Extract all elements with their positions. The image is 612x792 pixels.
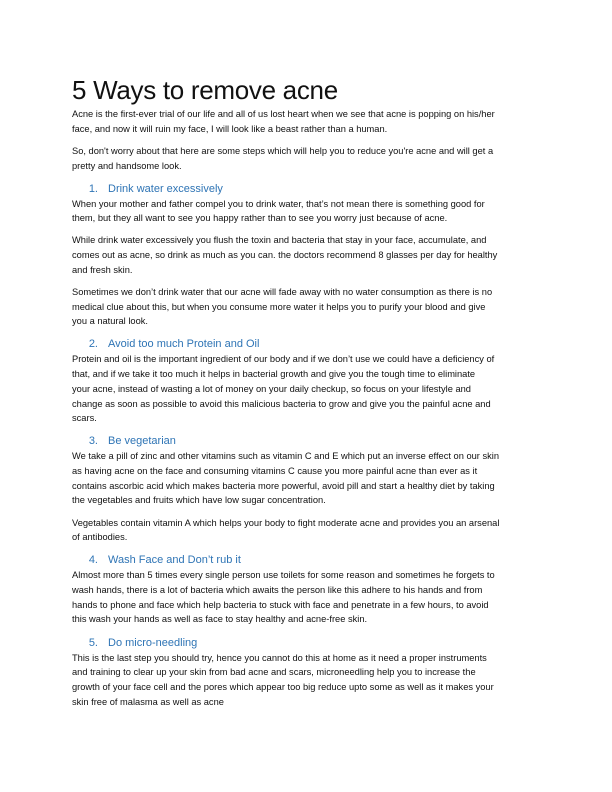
text-line: contains ascorbic acid which makes bacteria more powerful, avoid pill and start a healthy diet by taking (72, 480, 495, 491)
text-line: that, and if we take it too much it helps in bacterial growth and give you the tough time to eliminate (72, 369, 476, 380)
text-line: pretty and handsome look. (72, 160, 182, 171)
text-line: While drink water excessively you flush the toxin and bacteria that stay in your face, accumulate, and (72, 235, 487, 246)
paragraph (72, 568, 542, 627)
text-line: Vegetables contain vitamin A which helps your body to fight moderate acne and provides you an arsenal (72, 517, 500, 528)
text-line: Almost more than 5 times every single person use toilets for some reason and sometimes he forgets to (72, 570, 495, 581)
list-number: 5. (88, 636, 98, 649)
text-line: When your mother and father compel you to drink water, that’s not mean there is something good for (72, 198, 485, 209)
heading-text: Drink water excessively (108, 182, 223, 195)
text-line: skin free of malasma as well as acne (72, 696, 224, 707)
text-line: Sometimes we don’t drink water that our acne will fade away with no water consumption as there is no (72, 286, 493, 297)
section-heading (72, 552, 542, 568)
paragraph (72, 197, 542, 226)
section-heading (72, 635, 542, 651)
paragraph (72, 285, 542, 329)
text-line: medical clue about this, but when you consume more water it helps you to purify your blood and give (72, 301, 486, 312)
document-title: 5 Ways to remove acne (72, 75, 338, 105)
paragraph (72, 651, 542, 710)
heading-text: Do micro-needling (108, 636, 198, 649)
document-page (72, 74, 542, 717)
text-line: them, but they all want to see you happy rather than to see you worry just because of acne. (72, 213, 448, 224)
heading-text: Be vegetarian (108, 435, 176, 448)
paragraph (72, 144, 542, 173)
paragraph (72, 233, 542, 277)
text-line: This is the last step you should try, hence you cannot do this at home as it need a proper instruments (72, 652, 487, 663)
text-line: and fresh skin. (72, 264, 133, 275)
text-line: change as soon as possible to avoid this malicious bacteria to grow and give you the painful acne and (72, 398, 491, 409)
paragraph (72, 352, 542, 426)
text-line: comes out as acne, so drink as much as you can. the doctors recommend 8 glasses per day for healthy (72, 250, 498, 261)
text-line: face, and now it will ruin my face, I will look like a beast rather than a human. (72, 123, 388, 134)
text-line: of antibodies. (72, 532, 128, 543)
text-line: wash hands, there is a lot of bacteria which awaits the person like this adhere to his hands and from (72, 585, 483, 595)
paragraph (72, 107, 542, 136)
paragraph (72, 449, 542, 508)
sections (72, 181, 542, 710)
text-line: hands to phone and face which help bacteria to stuck with face and penetrate in a few hours, to avoid (72, 599, 489, 610)
section-heading (72, 433, 542, 449)
text-line: Protein and oil is the important ingredient of our body and if we don’t use we could have a deficiency of (72, 354, 495, 365)
section-heading (72, 336, 542, 352)
list-number: 4. (88, 554, 98, 567)
text-line: as having acne on the face and consuming vitamins C cause you more painful acne than ever as it (72, 466, 478, 476)
section-heading (72, 181, 542, 197)
list-number: 3. (88, 435, 98, 448)
list-number: 1. (88, 182, 98, 195)
text-line: scars. (72, 413, 97, 424)
text-line: Acne is the first-ever trial of our life and all of us lost heart when we see that acne is popping on his/her (72, 109, 495, 119)
text-line: and training to clear up your skin from bad acne and scars, microneedling help you to increase the (72, 667, 476, 678)
text-line: you a natural look. (72, 316, 148, 327)
text-line: this wash your hands as well as face to stay healthy and acne-free skin. (72, 614, 368, 625)
text-line: So, don't worry about that here are some steps which will help you to reduce you're acne and will get a (72, 145, 494, 156)
list-number: 2. (88, 338, 98, 351)
heading-text: Avoid too much Protein and Oil (108, 338, 260, 351)
text-line: the vegetables and fruits which have low sugar concentration. (72, 495, 326, 506)
text-line: growth of your face cell and the pores which appear too big reduce upto some as well as it makes your (72, 681, 494, 692)
text-line: your acne, instead of wasting a lot of money on your daily checkup, so focus on your lifestyle and (72, 383, 471, 394)
intro (72, 107, 542, 173)
heading-text: Wash Face and Don’t rub it (108, 554, 241, 567)
text-line: We take a pill of zinc and other vitamins such as vitamin C and E which put an inverse effect on our skin (72, 451, 500, 462)
paragraph (72, 516, 542, 545)
